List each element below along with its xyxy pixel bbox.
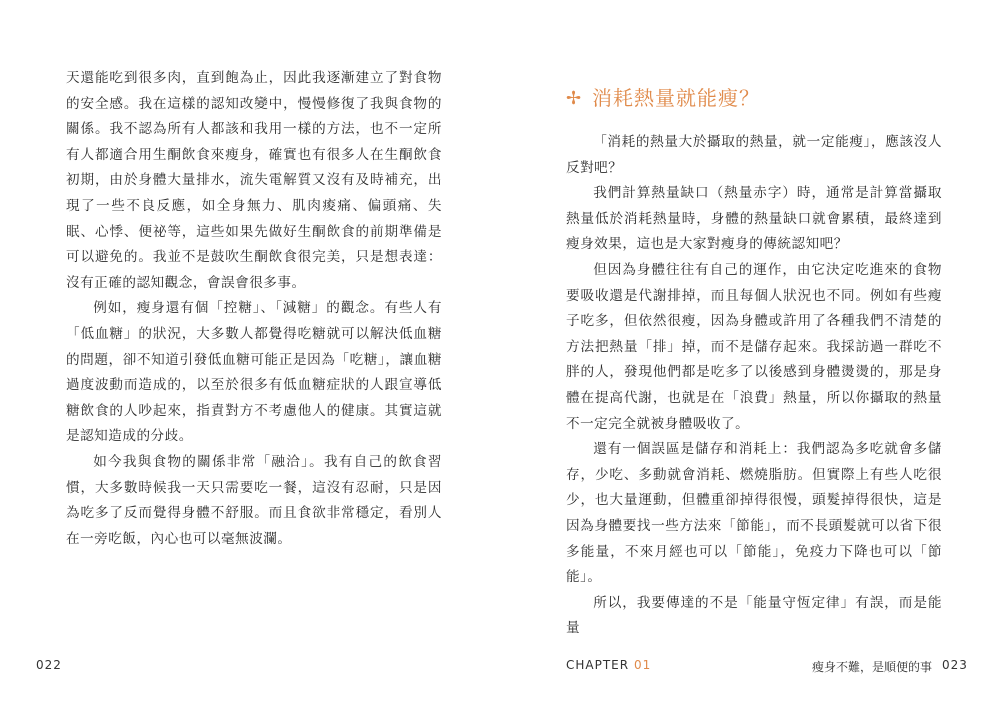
paragraph: 我們計算熱量缺口（熱量赤字）時，通常是計算當攝取熱量低於消耗熱量時，身體的熱量缺口就會累積，最終達到瘦身效果，這也是大家對瘦身的傳統認知吧？ xyxy=(566,185,942,253)
sparkle-icon: ✢ xyxy=(566,88,583,109)
chapter-number: 01 xyxy=(633,658,652,672)
running-head-title: 瘦身不難，是順便的事 xyxy=(812,660,933,674)
paragraph: 還有一個誤區是儲存和消耗上：我們認為多吃就會多儲存，少吃、多動就會消耗、燃燒脂肪。但實際上有些人吃很少，也大量運動，但體重卻掉得很慢，頭髮掉得很快，這是因為身體要找一些方法來「節能」，而不長頭髮就可以省下很多能量，不來月經也可以「節能」，免疫力下降也可以「節能」。 xyxy=(566,441,942,586)
paragraph: 但因為身體往往有自己的運作，由它決定吃進來的食物要吸收還是代謝排掉，而且每個人狀況也不同。例如有些瘦子吃多，但依然很瘦，因為身體或許用了各種我們不清楚的方法把熱量「排」掉，而不是儲存起來。我採訪過一群吃不胖的人，發現他們都是吃多了以後感到身體燙燙的，那是身體在提高代謝，也就是在「浪費」熱量，所以你攝取的熱量不一定完全就被身體吸收了。 xyxy=(566,261,942,432)
left-page-body xyxy=(66,66,442,552)
page-number-right: 023 xyxy=(942,658,968,672)
running-head-chapter xyxy=(566,658,651,672)
paragraph: 如今我與食物的關係非常「融洽」。我有自己的飲食習慣，大多數時候我一天只需要吃一餐，這沒有忍耐，只是因為吃多了反而覺得身體不舒服。而且食欲非常穩定，看別人在一旁吃飯，內心也可以毫無波瀾。 xyxy=(66,453,442,547)
page-number-left: 022 xyxy=(36,658,62,672)
paragraph: 例如，瘦身還有個「控糖」、「減糖」的觀念。有些人有「低血糖」的狀況，大多數人都覺得吃糖就可以解決低血糖的問題，卻不知道引發低血糖可能正是因為「吃糖」，讓血糖過度波動而造成的，以至於很多有低血糖症狀的人跟宣導低糖飲食的人吵起來，指責對方不考慮他人的健康。其實這就是認知造成的分歧。 xyxy=(66,300,442,445)
paragraph: 「消耗的熱量大於攝取的熱量，就一定能瘦」，應該沒人反對吧？ xyxy=(566,134,942,176)
right-page-body xyxy=(566,130,942,642)
chapter-label: CHAPTER xyxy=(566,658,630,672)
section-heading xyxy=(566,84,760,113)
paragraph: 天還能吃到很多肉，直到飽為止，因此我逐漸建立了對食物的安全感。我在這樣的認知改變中，慢慢修復了我與食物的關係。我不認為所有人都該和我用一樣的方法，也不一定所有人都適合用生酮飲食來瘦身，確實也有很多人在生酮飲食初期，由於身體大量排水，流失電解質又沒有及時補充，出現了一些不良反應，如全身無力、肌肉痠痛、偏頭痛、失眠、心悸、便祕等，這些如果先做好生酮飲食的前期準備是可以避免的。我並不是鼓吹生酮飲食很完美，只是想表達：沒有正確的認知觀念，會誤會很多事。 xyxy=(66,70,442,291)
section-heading-text: 消耗熱量就能瘦？ xyxy=(592,86,760,110)
paragraph: 所以，我要傳達的不是「能量守恆定律」有誤，而是能量 xyxy=(566,594,942,637)
